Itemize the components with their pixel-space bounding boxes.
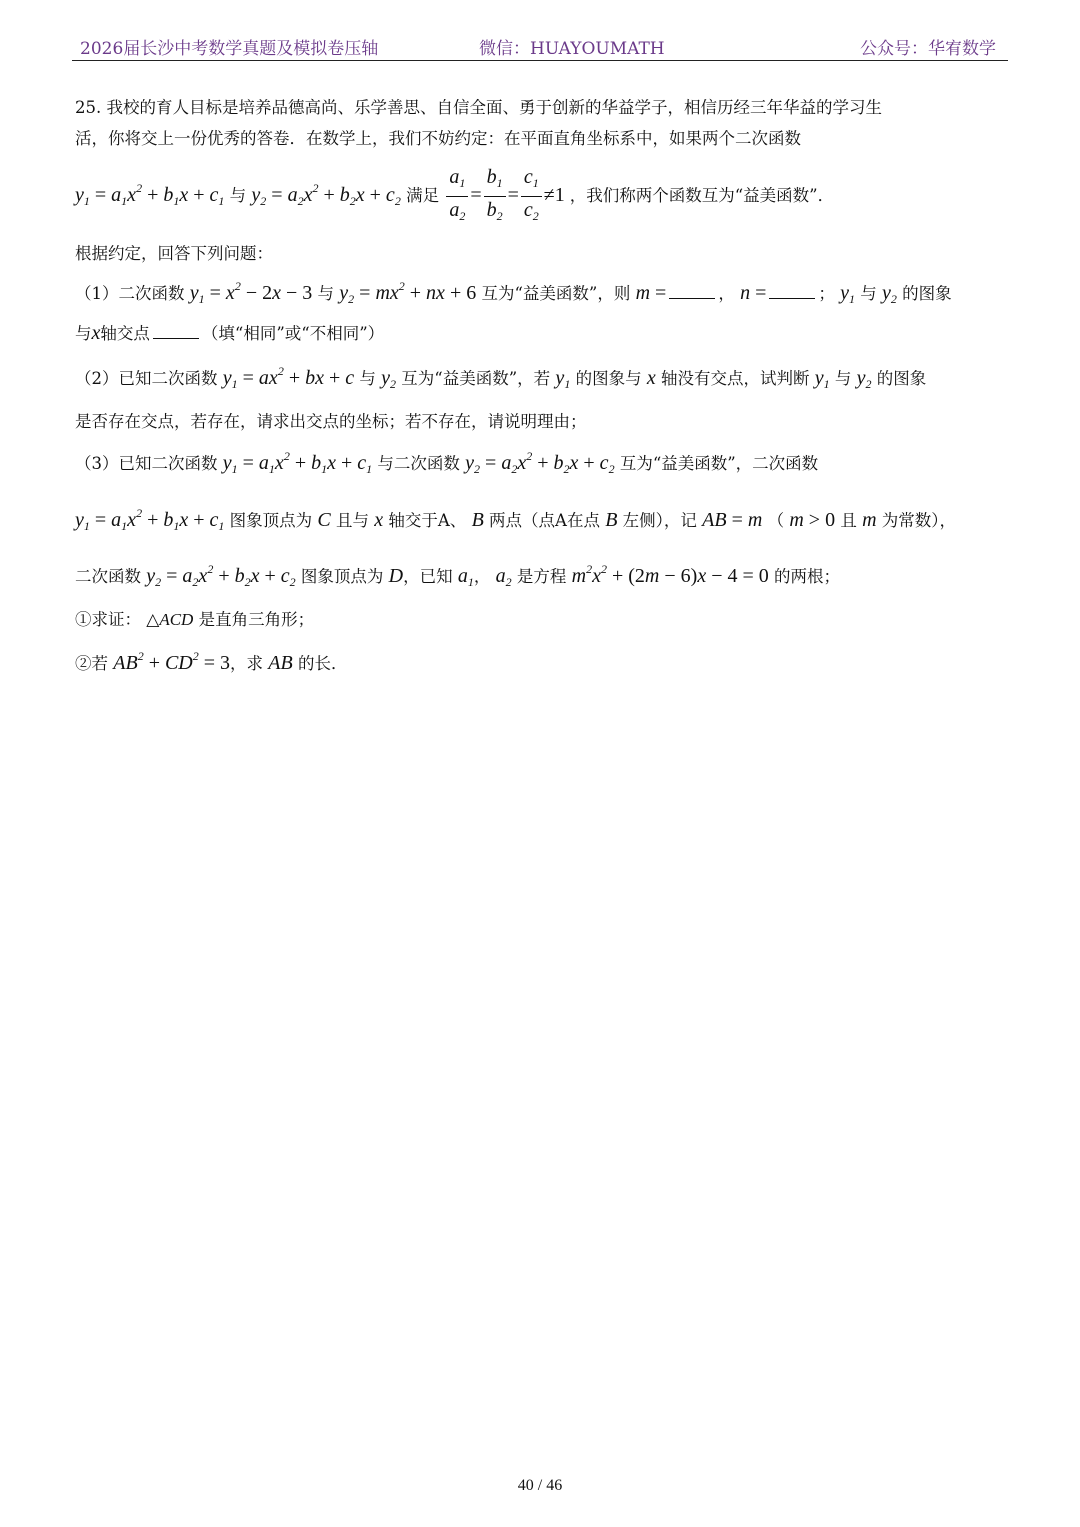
question-2: （2）已知二次函数 $y_1 = ax^2$ + bx + c 与 $y_2$ 互为“益美函数”，若 $y_1$ 的图象与 x 轴没有交点，试判断 $y_1$ 与 $y_2$ 的图象	[75, 364, 927, 391]
prompt-line: 根据约定，回答下列问题：	[75, 244, 273, 263]
question-2-line-2: 是否存在交点，若存在，请求出交点的坐标；若不存在，请说明理由；	[75, 412, 587, 431]
header-account: 公众号：华宥数学	[860, 39, 996, 59]
question-3-line-2: $y_1 = a_1x^2 + b_1x + c_1$ 图象顶点为 C 且与 x 轴交于A、 B 两点（点A在点 B 左侧），记 AB = m （ m > 0 且 m 为常数），	[75, 506, 957, 533]
header-wechat: 微信：HUAYOUMATH	[479, 39, 665, 59]
answer-blank-n[interactable]	[769, 284, 815, 299]
intro-line-2: 活，你将交上一份优秀的答卷．在数学上，我们不妨约定：在平面直角坐标系中，如果两个二次函数	[75, 129, 801, 148]
answer-blank-m[interactable]	[669, 284, 715, 299]
sub-question-2: ②若 $AB^2 + CD^2 = 3$，求 AB 的长．	[75, 649, 348, 674]
header-title: 2026届长沙中考数学真题及模拟卷压轴	[80, 39, 379, 59]
page-header	[72, 30, 1008, 61]
formula-y2-general: $y_2 = a_2x^2 + b_2x + c_2$	[251, 181, 401, 209]
sub-question-1: ①求证： △ACD 是直角三角形；	[75, 610, 315, 629]
question-3-line-3: 二次函数 $y_2 = a_2x^2 + b_2x + c_2$ 图象顶点为 D，已知 $a_1$， $a_2$ 是方程 $m^2x^2 + (2m - 6)x - 4 = 0$ 的两根；	[75, 562, 841, 589]
question-1: （1）二次函数 $y_1 = x^2 - 2x - 3$ 与 $y_2 = mx^2$ + nx + 6 互为“益美函数”，则 m = ， n = ； $y_1$ 与 $y_2$ 的图象	[75, 279, 952, 306]
question-1-line-2: 与x轴交点 （填“相同”或“不相同”）	[75, 322, 385, 344]
formula-y1-general: $y_1 = a_1x^2 + b_1x + c_1$	[75, 181, 225, 209]
intro-line-1: 25. 我校的育人目标是培养品德高尚、乐学善思、自信全面、勇于创新的华益学子，相信历经三年华益的学习生	[75, 98, 882, 117]
ratio-condition: $\frac{a_1}{a_2}$ = $\frac{b_1}{b_2}$ = $\frac{c_1}{c_2}$ ≠1	[444, 184, 569, 206]
answer-blank-intersection[interactable]	[153, 324, 199, 339]
definition-line: $y_1 = a_1x^2 + b_1x + c_1$ 与 $y_2 = a_2x^2 + b_2x + c_2$ 满足 $\frac{a_1}{a_2}$ = $\frac{b_1}{b_2}$ = $\frac{c_1}{c_2}$ ≠1 ，我们称两个函数互为“益美函数”．	[75, 166, 835, 223]
question-3: （3）已知二次函数 $y_1 = a_1x^2 + b_1x + c_1$ 与二次函数 $y_2 = a_2x^2 + b_2x + c_2$ 互为“益美函数”，二次函数	[75, 449, 819, 476]
page-number: 40 / 46	[517, 1477, 563, 1494]
